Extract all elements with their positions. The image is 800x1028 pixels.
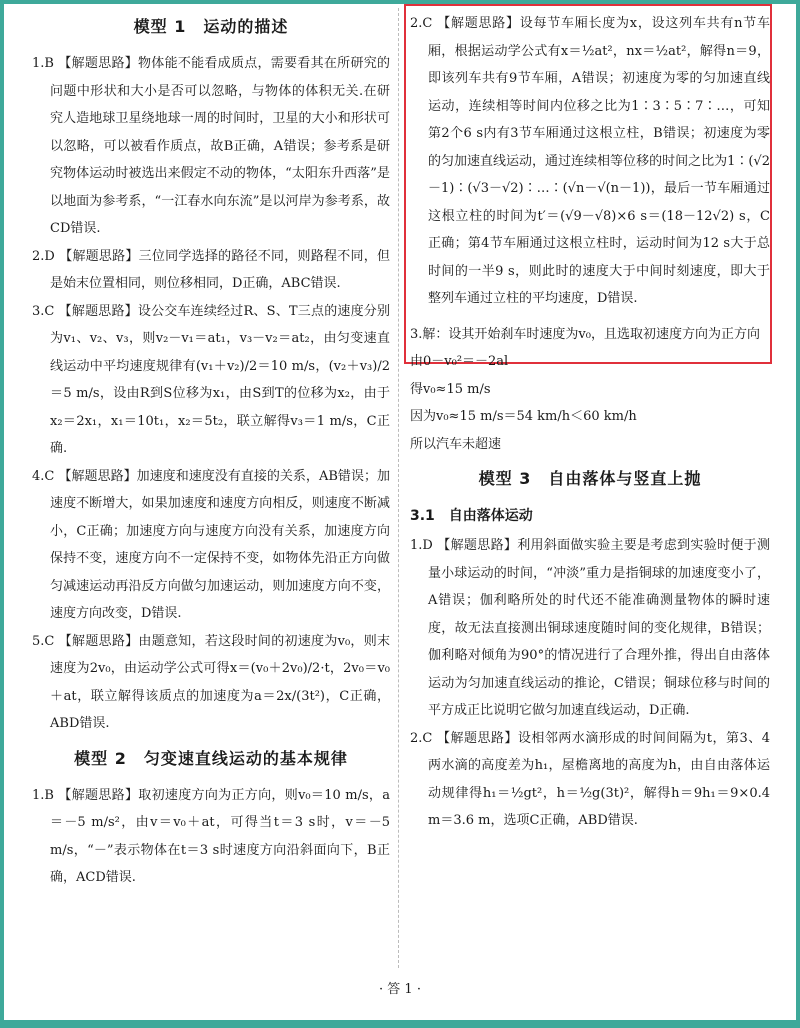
answer-item: 4.C 【解题思路】加速度和速度没有直接的关系，AB错误；加速度不断增大，如果加速度和速度方向相反，则速度不断减小，C正确；加速度方向与速度方向没有关系，加速度方向保持不变，速度方向不一定保持不变，如物体先沿正方向做匀减速运动再沿反方向做匀加速运动，则加速度方向不变，速度方向改变，D错误. (32, 468, 390, 621)
left-column (32, 6, 390, 892)
answer-item: 2.D 【解题思路】三位同学选择的路径不同，则路程不同，但是始末位置相同，则位移相同，D正确，ABC错误. (32, 248, 390, 291)
frame-right (796, 0, 800, 1028)
highlighted-answer-item: 2.C 【解题思路】设每节车厢长度为x，设这列车共有n节车厢，根据运动学公式有x＝½at²，nx＝½at²，解得n＝9，即该列车共有9节车厢，A错误；初速度为零的匀加速直线运动，连续相等时间内位移之比为1∶3∶5∶7∶…，可知第2个6 s内有3节车厢通过这根立柱，B错误；初速度为零的匀加速直线运动，通过连续相等位移的时间之比为1∶(√2－1)∶(√3－√2)∶…∶(√n－√(n－1))，最后一节车厢通过这根立柱的时间为t′＝(√9－√8)×6 s＝(18－12√2) s，C正确；第4节车厢通过这根立柱时，运动时间为12 s大于总时间的一半9 s，则此时的速度大于中间时刻速度，即大于整列车通过立柱的平均速度，D错误. (410, 16, 770, 306)
answer-item: 5.C 【解题思路】由题意知，若这段时间的初速度为v₀，则末速度为2v₀，由运动学公式可得x＝(v₀＋2v₀)/2·t，2v₀＝v₀＋at，联立解得该质点的加速度为a＝2x/(3t²)，C正确，ABD错误. (32, 633, 390, 731)
answer-item-3-line: 因为v₀≈15 m/s＝54 km/h＜60 km/h (410, 409, 637, 424)
section-title-model3: 模型 3 自由落体与竖直上抛 (478, 469, 702, 488)
answer-item: 1.B 【解题思路】取初速度方向为正方向，则v₀＝10 m/s，a＝－5 m/s²，由v＝v₀＋at，可得当t＝3 s时，v＝－5 m/s，“－”表示物体在t＝3 s时速度方向沿斜面向下，B正确，ACD错误. (32, 787, 390, 885)
right-column (410, 6, 770, 835)
section-title-model1: 模型 1 运动的描述 (133, 17, 289, 36)
section-title-model2: 模型 2 匀变速直线运动的基本规律 (74, 748, 348, 768)
answer-item-3-line: 3.解：设其开始刹车时速度为v₀，且选取初速度方向为正方向 (410, 326, 760, 342)
subsection-title-3-1: 3.1 自由落体运动 (410, 508, 533, 524)
answer-item: 1.B 【解题思路】物体能不能看成质点，需要看其在所研究的问题中形状和大小是否可以忽略，与物体的体积无关.在研究人造地球卫星绕地球一周的时间时，卫星的大小和形状可以忽略，可以被看作质点，故B正确，A错误；参考系是研究物体运动时被选出来假定不动的物体，“太阳东升西落”是以地面为参考系，“一江春水向东流”是以河岸为参考系，故CD错误. (32, 56, 390, 236)
page-number: · 答 1 · (379, 982, 421, 997)
answer-item-3-line: 得v₀≈15 m/s (410, 381, 491, 397)
answer-item: 2.C 【解题思路】设相邻两水滴形成的时间间隔为t，第3、4两水滴的高度差为h₁，屋檐离地的高度为h，由自由落体运动规律得h₁＝½gt²，h＝½g(3t)²，解得h＝9h₁＝9×0.4 m＝3.6 m，选项C正确，ABD错误. (410, 730, 770, 828)
answer-item: 3.C 【解题思路】设公交车连续经过R、S、T三点的速度分别为v₁、v₂、v₃，则v₂－v₁＝at₁，v₃－v₂＝at₂，由匀变速直线运动中平均速度规律有(v₁＋v₂)/2＝10 m/s，(v₂＋v₃)/2＝5 m/s，设由R到S位移为x₁，由S到T的位移为x₂，由于x₂＝2x₁，x₁＝10t₁，x₂＝5t₂，联立解得v₃＝1 m/s，C正确. (32, 303, 390, 456)
frame-bottom (0, 1020, 800, 1028)
answer-item-3-line: 所以汽车未超速 (410, 436, 502, 452)
answer-item: 1.D 【解题思路】利用斜面做实验主要是考虑到实验时便于测量小球运动的时间，“冲淡”重力是指铜球的加速度变小了，A错误；伽利略所处的时代还不能准确测量物体的瞬时速度，故无法直接测出铜球速度随时间的变化规律，B错误；伽利略对倾角为90°的情况进行了合理外推，得出自由落体运动为匀加速直线运动的推论，C错误；铜球位移与时间的平方成正比说明它做匀加速直线运动，D正确. (410, 538, 770, 718)
frame-left (0, 0, 4, 1028)
answer-item-3-line: 由0－v₀²＝－2al (410, 354, 509, 369)
column-divider (398, 8, 399, 968)
